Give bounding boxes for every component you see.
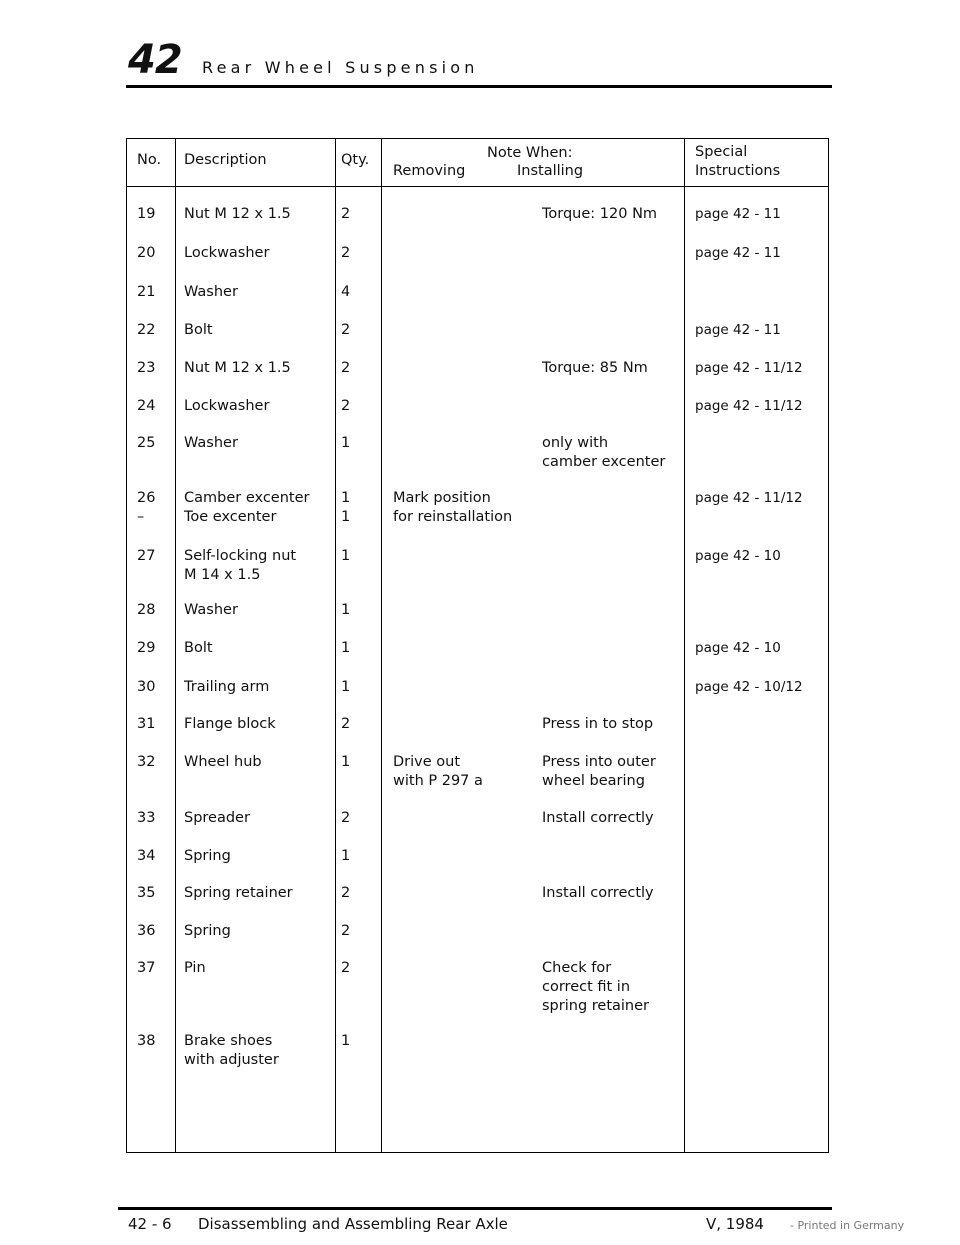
cell-no: 24 [137,398,156,414]
cell-qty: 1 [341,548,351,564]
cell-no: 31 [137,716,156,732]
cell-special: page 42 - 11/12 [695,398,803,414]
cell-description: Bolt [184,640,213,656]
cell-installing: Press into outer wheel bearing [542,754,656,789]
parts-table [126,138,829,1153]
cell-description: Wheel hub [184,754,262,770]
cell-description: Nut M 12 x 1.5 [184,360,291,376]
cell-special: page 42 - 11/12 [695,490,803,506]
cell-special: page 42 - 10 [695,640,781,656]
cell-special: page 42 - 11 [695,245,781,261]
cell-qty: 1 [341,1033,351,1049]
cell-qty: 1 [341,602,351,618]
cell-qty: 4 [341,284,351,300]
column-divider [335,139,336,1152]
cell-installing: only with camber excenter [542,435,666,470]
cell-qty: 2 [341,923,351,939]
cell-qty: 2 [341,885,351,901]
footer-rule [118,1207,832,1210]
cell-installing: Check for correct fit in spring retainer [542,960,649,1014]
cell-description: Trailing arm [184,679,270,695]
cell-special: page 42 - 11 [695,206,781,222]
cell-no: 27 [137,548,156,564]
cell-description: Flange block [184,716,276,732]
chapter-number: 42 [128,37,182,83]
cell-qty: 1 [341,435,351,451]
footer-date: V, 1984 [706,1215,764,1233]
cell-qty: 2 [341,206,351,222]
cell-qty: 2 [341,398,351,414]
col-header-note-when: Note When: [487,145,573,161]
header-rule [126,85,832,88]
cell-qty: 1 [341,640,351,656]
cell-qty: 2 [341,245,351,261]
cell-installing: Install correctly [542,810,654,826]
cell-special: page 42 - 11/12 [695,360,803,376]
cell-no: 28 [137,602,156,618]
cell-description: Pin [184,960,206,976]
cell-description: Brake shoes with adjuster [184,1033,279,1068]
cell-qty: 1 [341,754,351,770]
cell-description: Nut M 12 x 1.5 [184,206,291,222]
cell-qty: 2 [341,322,351,338]
cell-removing: Mark position for reinstallation [393,490,513,525]
cell-description: Self-locking nut M 14 x 1.5 [184,548,297,583]
cell-description: Bolt [184,322,213,338]
cell-installing: Install correctly [542,885,654,901]
cell-description: Spreader [184,810,250,826]
footer-title: Disassembling and Assembling Rear Axle [198,1215,508,1233]
cell-no: 35 [137,885,156,901]
column-divider [381,139,382,1152]
cell-no: 32 [137,754,156,770]
cell-no: 25 [137,435,156,451]
cell-description: Washer [184,284,238,300]
chapter-title: Rear Wheel Suspension [202,58,479,77]
cell-no: 22 [137,322,156,338]
cell-qty: 1 1 [341,490,351,525]
cell-description: Spring [184,923,231,939]
cell-special: page 42 - 10/12 [695,679,803,695]
cell-installing: Torque: 85 Nm [542,360,648,376]
cell-no: 23 [137,360,156,376]
cell-description: Spring retainer [184,885,293,901]
cell-no: 37 [137,960,156,976]
cell-no: 20 [137,245,156,261]
cell-description: Lockwasher [184,398,270,414]
col-header-special: Special Instructions [695,144,781,179]
cell-no: 33 [137,810,156,826]
col-header-no: No. [137,152,162,168]
cell-no: 21 [137,284,156,300]
printed-note: - Printed in Germany [790,1219,905,1232]
cell-qty: 2 [341,810,351,826]
cell-no: 30 [137,679,156,695]
cell-description: Washer [184,435,238,451]
cell-description: Camber excenter Toe excenter [184,490,310,525]
cell-qty: 2 [341,960,351,976]
cell-description: Lockwasher [184,245,270,261]
cell-special: page 42 - 11 [695,322,781,338]
col-header-installing: Installing [517,163,584,179]
column-divider [684,139,685,1152]
page-number: 42 - 6 [128,1215,172,1233]
cell-no: 26 – [137,490,156,525]
cell-no: 29 [137,640,156,656]
cell-qty: 1 [341,679,351,695]
cell-no: 19 [137,206,156,222]
col-header-removing: Removing [393,163,466,179]
cell-installing: Press in to stop [542,716,654,732]
col-header-qty: Qty. [341,152,370,168]
cell-qty: 2 [341,360,351,376]
column-divider [175,139,176,1152]
cell-special: page 42 - 10 [695,548,781,564]
cell-no: 34 [137,848,156,864]
cell-no: 36 [137,923,156,939]
header-divider [127,186,828,187]
cell-description: Washer [184,602,238,618]
cell-qty: 2 [341,716,351,732]
cell-qty: 1 [341,848,351,864]
cell-no: 38 [137,1033,156,1049]
col-header-description: Description [184,152,267,168]
cell-removing: Drive out with P 297 a [393,754,483,789]
cell-description: Spring [184,848,231,864]
cell-installing: Torque: 120 Nm [542,206,658,222]
